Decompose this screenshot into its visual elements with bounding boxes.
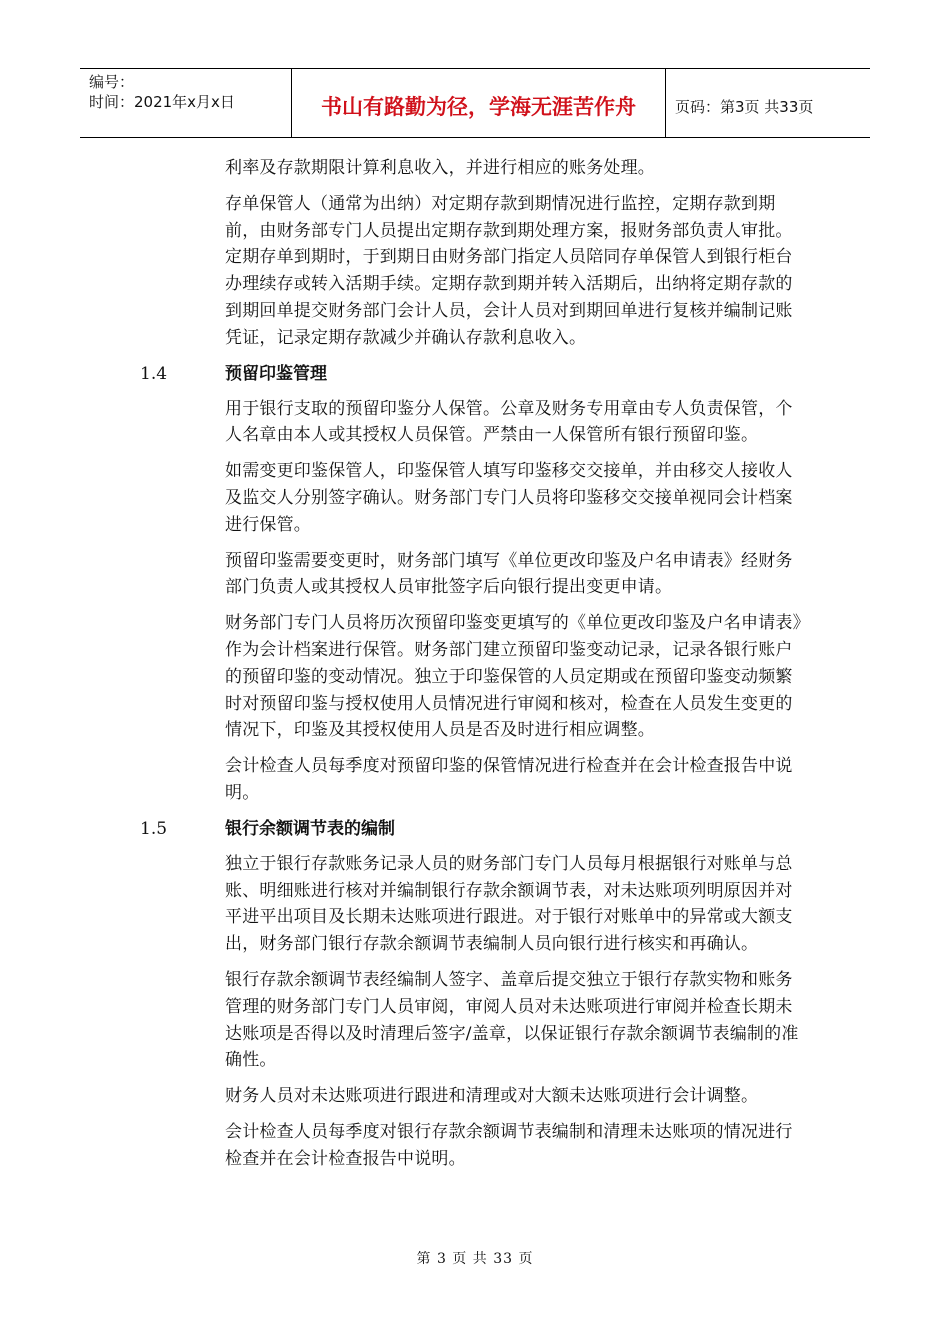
paragraph: 会计检查人员每季度对预留印鉴的保管情况进行检查并在会计检查报告中说明。 bbox=[225, 756, 793, 803]
section-number: 1.5 bbox=[140, 818, 168, 839]
header-page-label: 页码：第3页 共33页 bbox=[675, 97, 814, 116]
paragraph: 用于银行支取的预留印鉴分人保管。公章及财务专用章由专人负责保管，个人名章由本人或其授权人员保管。严禁由一人保管所有银行预留印鉴。 bbox=[225, 398, 793, 446]
serial-label: 编号： bbox=[89, 73, 135, 91]
paragraph: 独立于银行存款账务记录人员的财务部门专门人员每月根据银行对账单与总账、明细账进行核对并编制银行存款余额调节表，对未达账项列明原因并对平进平出项目及长期未达账项进行跟进。对于银行对账单中的异常或大额支出，财务部门银行存款余额调节表编制人员向银行进行核实和再确认。 bbox=[225, 853, 793, 955]
section-title: 银行余额调节表的编制 bbox=[225, 818, 395, 839]
page-header bbox=[80, 68, 870, 138]
paragraph: 财务部门专门人员将历次预留印鉴变更填写的《单位更改印鉴及户名申请表》作为会计档案进行保管。财务部门建立预留印鉴变动记录，记录各银行账户的预留印鉴的变动情况。独立于印鉴保管的人员定期或在预留印鉴变动频繁时对预留印鉴与授权使用人员情况进行审阅和核对，检查在人员发生变更的情况下，印鉴及其授权使用人员是否及时进行相应调整。 bbox=[225, 613, 802, 741]
paragraph: 利率及存款期限计算利息收入，并进行相应的账务处理。 bbox=[225, 158, 655, 178]
paragraph: 银行存款余额调节表经编制人签字、盖章后提交独立于银行存款实物和账务管理的财务部门专门人员审阅，审阅人员对未达账项进行审阅并检查长期未达账项是否得以及时清理后签字/盖章，以保证银行存款余额调节表编制的准确性。 bbox=[225, 969, 799, 1071]
paragraph: 存单保管人（通常为出纳）对定期存款到期情况进行监控，定期存款到期前，由财务部专门人员提出定期存款到期处理方案，报财务部负责人审批。定期存单到期时，于到期日由财务部门指定人员陪同存单保管人到银行柜台办理续存或转入活期手续。定期存款到期并转入活期后，出纳将定期存款的到期回单提交财务部门会计人员，会计人员对到期回单进行复核并编制记账凭证，记录定期存款减少并确认存款利息收入。 bbox=[225, 193, 793, 348]
section-number: 1.4 bbox=[140, 363, 168, 384]
paragraph: 预留印鉴需要变更时，财务部门填写《单位更改印鉴及户名申请表》经财务部门负责人或其授权人员审批签字后向银行提出变更申请。 bbox=[225, 550, 793, 598]
section-title: 预留印鉴管理 bbox=[225, 363, 327, 384]
document-body bbox=[0, 155, 950, 1182]
paragraph: 如需变更印鉴保管人，印鉴保管人填写印鉴移交交接单，并由移交人接收人及监交人分别签字确认。财务部门专门人员将印鉴移交交接单视同会计档案进行保管。 bbox=[225, 461, 793, 535]
header-info-cell bbox=[80, 69, 292, 137]
header-motto: 书山有路勤为径，学海无涯苦作舟 bbox=[292, 69, 666, 137]
section-heading-1-4 bbox=[0, 361, 950, 387]
paragraph: 会计检查人员每季度对银行存款余额调节表编制和清理未达账项的情况进行检查并在会计检查报告中说明。 bbox=[225, 1121, 793, 1169]
page-footer: 第 3 页 共 33 页 bbox=[416, 1251, 534, 1267]
section-heading-1-5 bbox=[0, 816, 950, 842]
paragraph: 财务人员对未达账项进行跟进和清理或对大额未达账项进行会计调整。 bbox=[225, 1086, 759, 1107]
date-label: 时间：2021年x月x日 bbox=[89, 93, 235, 111]
